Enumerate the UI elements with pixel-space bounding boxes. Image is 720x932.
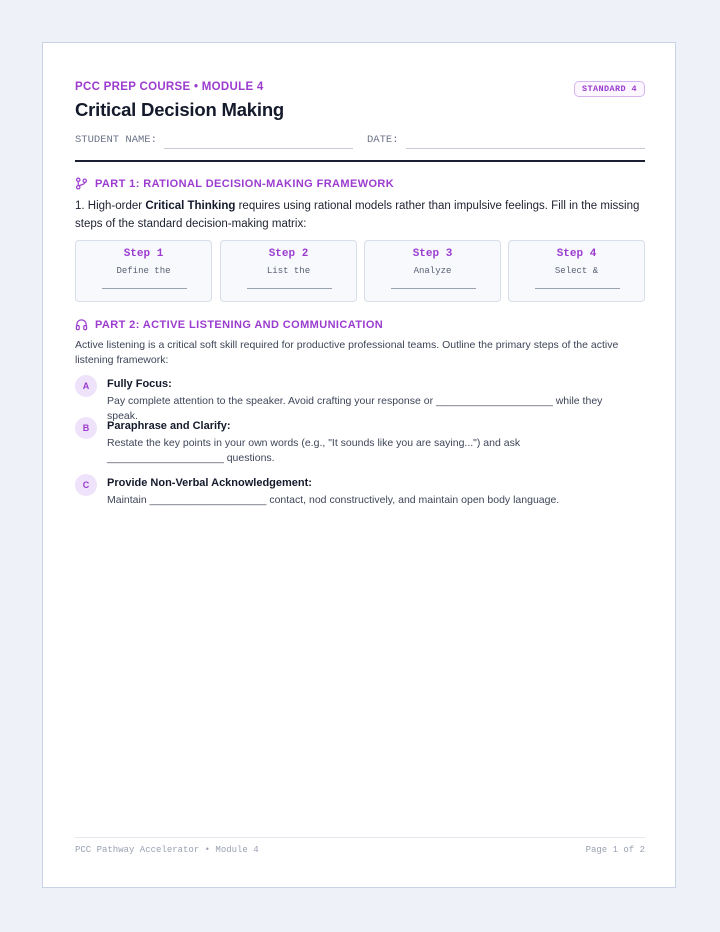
part2-intro: Active listening is a critical soft skill required for productive professional teams. Outline the primary steps of the active listening framework: — [75, 339, 619, 366]
page-footer — [75, 845, 645, 855]
header-divider — [75, 160, 645, 162]
question-1-prefix: 1. High-order — [75, 200, 146, 212]
worksheet-page — [42, 42, 676, 888]
page-number: Page 1 of 2 — [585, 845, 645, 855]
step-title: Step 3 — [412, 248, 453, 260]
date-field[interactable] — [406, 148, 645, 149]
part2-heading-text: PART 2: ACTIVE LISTENING AND COMMUNICATION — [95, 318, 384, 331]
step-text: List the — [266, 266, 311, 276]
standard-badge: STANDARD 4 — [574, 81, 645, 97]
question-1-bold: Critical Thinking — [145, 200, 236, 212]
step-card — [508, 240, 645, 302]
step-card — [364, 240, 501, 302]
item-title: Provide Non-Verbal Acknowledgement: — [107, 477, 312, 489]
part2-heading — [75, 318, 383, 331]
item-text: Maintain ____________________ contact, nod constructively, and maintain open body language. — [107, 494, 560, 506]
step-text: Define the — [116, 266, 171, 276]
item-letter-badge: A — [75, 375, 97, 397]
step-text: Select & — [554, 266, 599, 276]
decision-steps — [75, 240, 645, 302]
step-card — [75, 240, 212, 302]
git-branch-icon — [75, 177, 88, 190]
page-title: Critical Decision Making — [75, 99, 285, 120]
step-answer-blank[interactable] — [247, 288, 332, 289]
date-label: DATE: — [367, 134, 399, 146]
part1-heading-text: PART 1: RATIONAL DECISION-MAKING FRAMEWORK — [95, 177, 395, 190]
item-text: Pay complete attention to the speaker. Avoid crafting your response or ____________________ while they speak. — [107, 395, 603, 422]
step-title: Step 1 — [123, 248, 164, 260]
headphones-icon — [75, 318, 88, 331]
part1-heading — [75, 177, 394, 190]
student-info-row — [75, 134, 645, 152]
step-title: Step 2 — [268, 248, 309, 260]
item-title: Fully Focus: — [107, 378, 172, 390]
footer-divider — [75, 837, 645, 838]
course-kicker: PCC PREP COURSE • MODULE 4 — [75, 81, 264, 93]
student-name-field[interactable] — [164, 148, 353, 149]
step-answer-blank[interactable] — [391, 288, 476, 289]
item-text: Restate the key points in your own words (e.g., "It sounds like you are saying...") and ask ____________________ questions. — [107, 437, 521, 464]
step-answer-blank[interactable] — [102, 288, 187, 289]
item-letter-badge: C — [75, 474, 97, 496]
step-text: Analyze — [413, 266, 452, 276]
step-card — [220, 240, 357, 302]
question-1-suffix: requires using rational models rather than impulsive feelings. Fill in the missing steps of the standard decision-making matrix: — [75, 200, 640, 230]
item-title: Paraphrase and Clarify: — [107, 420, 231, 432]
student-name-label: STUDENT NAME: — [75, 134, 157, 146]
question-1 — [75, 197, 645, 233]
item-letter-badge: B — [75, 417, 97, 439]
step-title: Step 4 — [556, 248, 597, 260]
footer-course: PCC Pathway Accelerator • Module 4 — [75, 845, 259, 855]
step-answer-blank[interactable] — [535, 288, 620, 289]
